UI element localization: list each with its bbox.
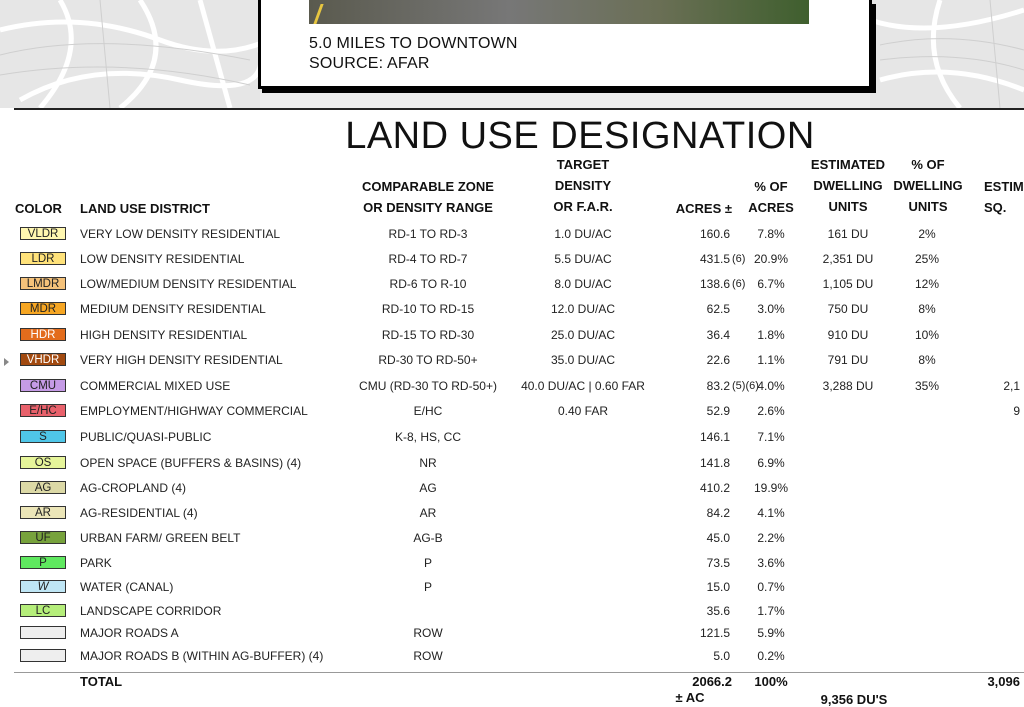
zone-cell: P <box>423 580 432 594</box>
pct-acres-cell: 20.9% <box>753 252 789 266</box>
pct-acres-cell: 0.7% <box>757 580 785 594</box>
header-du-line3: UNITS <box>828 199 868 214</box>
divider <box>14 108 1024 110</box>
district-cell: MAJOR ROADS B (WITHIN AG-BUFFER) (4) <box>80 649 324 663</box>
header-sq-line2: SQ. <box>984 200 1007 215</box>
pct-dwelling-cell: 35% <box>914 379 940 393</box>
pct-dwelling-cell: 10% <box>914 328 940 342</box>
district-cell: MEDIUM DENSITY RESIDENTIAL <box>80 302 266 316</box>
acres-cell: 121.5 <box>699 626 730 640</box>
caption-source: SOURCE: AFAR <box>309 55 430 72</box>
sq-ft-cell: 2,1 <box>1003 379 1020 393</box>
header-density-line3: OR F.A.R. <box>553 199 613 214</box>
acres-cell: 15.0 <box>706 580 730 594</box>
acres-cell: 138.6 <box>699 277 730 291</box>
header-pct-acres-line1: % OF <box>754 179 788 194</box>
color-swatch: VHDR <box>20 353 66 366</box>
pct-acres-cell: 3.0% <box>757 302 785 316</box>
pct-acres-cell: 1.7% <box>757 604 785 618</box>
density-cell: 25.0 DU/AC <box>550 328 616 342</box>
acres-cell: 35.6 <box>706 604 730 618</box>
pct-acres-cell: 3.6% <box>757 556 785 570</box>
header-pct-dwelling <box>890 154 966 217</box>
district-cell: PUBLIC/QUASI-PUBLIC <box>80 430 212 444</box>
dwelling-units-cell: 910 DU <box>827 328 869 342</box>
district-cell: OPEN SPACE (BUFFERS & BASINS) (4) <box>80 456 302 470</box>
header-zone-line1: COMPARABLE ZONE <box>362 179 494 194</box>
zone-cell: ROW <box>413 626 443 640</box>
district-cell: COMMERCIAL MIXED USE <box>80 379 231 393</box>
table-row <box>0 622 1024 644</box>
zone-cell: RD-6 TO R-10 <box>389 277 467 291</box>
total-dwelling-units: 9,356 DU'S <box>820 692 888 707</box>
header-sq <box>984 176 1024 218</box>
total-divider <box>14 672 1024 673</box>
district-cell: VERY HIGH DENSITY RESIDENTIAL <box>80 353 283 367</box>
acres-cell: 36.4 <box>706 328 730 342</box>
zone-cell: NR <box>419 456 437 470</box>
header-pct-du-line2: DWELLING <box>893 178 963 193</box>
zone-cell: RD-1 TO RD-3 <box>388 227 468 241</box>
dwelling-units-cell: 161 DU <box>827 227 869 241</box>
total-acres: 2066.2 <box>692 674 732 689</box>
pct-acres-cell: 5.9% <box>757 626 785 640</box>
pct-acres-cell: 1.1% <box>757 353 785 367</box>
district-cell: LANDSCAPE CORRIDOR <box>80 604 222 618</box>
density-cell: 5.5 DU/AC <box>554 252 612 266</box>
zone-cell: RD-30 TO RD-50+ <box>378 353 478 367</box>
table-row <box>0 375 1024 397</box>
pct-acres-cell: 4.1% <box>757 506 785 520</box>
district-cell: AG-CROPLAND (4) <box>80 481 187 495</box>
table-row <box>0 324 1024 346</box>
density-cell: 8.0 DU/AC <box>554 277 612 291</box>
map-background <box>0 0 1024 108</box>
table-row <box>0 576 1024 598</box>
district-cell: WATER (CANAL) <box>80 580 174 594</box>
total-sq: 3,096 <box>987 674 1020 689</box>
total-label: TOTAL <box>80 674 123 689</box>
header-sq-line1: ESTIM <box>984 179 1024 194</box>
pct-dwelling-cell: 8% <box>918 302 936 316</box>
acres-cell: 45.0 <box>706 531 730 545</box>
district-cell: LOW DENSITY RESIDENTIAL <box>80 252 245 266</box>
header-pct-du-line1: % OF <box>911 157 945 172</box>
dwelling-units-cell: 1,105 DU <box>822 277 874 291</box>
pct-dwelling-cell: 12% <box>914 277 940 291</box>
color-swatch: LC <box>20 604 66 617</box>
acres-cell: 410.2 <box>699 481 730 495</box>
header-density-line2: DENSITY <box>554 178 612 193</box>
density-cell: 12.0 DU/AC <box>550 302 616 316</box>
color-swatch: AR <box>20 506 66 519</box>
dwelling-units-cell: 2,351 DU <box>822 252 874 266</box>
pct-acres-cell: 6.7% <box>757 277 785 291</box>
header-acres: ACRES ± <box>675 201 732 216</box>
density-cell: 1.0 DU/AC <box>554 227 612 241</box>
caption-distance: 5.0 MILES TO DOWNTOWN <box>309 35 518 52</box>
photo-caption <box>309 34 518 74</box>
acres-cell: 5.0 <box>713 649 730 663</box>
header-du-line2: DWELLING <box>813 178 883 193</box>
acres-note-cell: (6) <box>732 278 746 290</box>
district-cell: PARK <box>80 556 112 570</box>
table-row <box>0 527 1024 549</box>
total-pct: 100% <box>754 674 788 689</box>
zone-cell: RD-15 TO RD-30 <box>381 328 475 342</box>
zone-cell: E/HC <box>413 404 443 418</box>
district-cell: LOW/MEDIUM DENSITY RESIDENTIAL <box>80 277 297 291</box>
table-row <box>0 502 1024 524</box>
pct-acres-cell: 2.2% <box>757 531 785 545</box>
header-zone <box>330 176 526 218</box>
acres-note-cell: (5)(6) <box>732 380 759 392</box>
table-row <box>0 248 1024 270</box>
acres-cell: 146.1 <box>699 430 730 444</box>
color-swatch: S <box>20 430 66 443</box>
acres-cell: 160.6 <box>699 227 730 241</box>
district-cell: VERY LOW DENSITY RESIDENTIAL <box>80 227 281 241</box>
color-swatch <box>20 649 66 662</box>
color-swatch: E/HC <box>20 404 66 417</box>
acres-cell: 141.8 <box>699 456 730 470</box>
zone-cell: P <box>423 556 432 570</box>
pct-acres-cell: 7.8% <box>757 227 785 241</box>
color-swatch: OS <box>20 456 66 469</box>
district-cell: AG-RESIDENTIAL (4) <box>80 506 198 520</box>
header-zone-line2: OR DENSITY RANGE <box>363 200 493 215</box>
color-swatch: UF <box>20 531 66 544</box>
header-color: COLOR <box>15 201 62 216</box>
zone-cell: K-8, HS, CC <box>394 430 461 444</box>
sq-ft-cell: 9 <box>1013 404 1020 418</box>
table-row <box>0 223 1024 245</box>
pct-acres-cell: 0.2% <box>757 649 785 663</box>
pct-acres-cell: 2.6% <box>757 404 785 418</box>
pct-acres-cell: 1.8% <box>757 328 785 342</box>
color-swatch: CMU <box>20 379 66 392</box>
dwelling-units-cell: 791 DU <box>827 353 869 367</box>
header-pct-acres-line2: ACRES <box>748 200 794 215</box>
pct-acres-cell: 7.1% <box>757 430 785 444</box>
color-swatch: AG <box>20 481 66 494</box>
dwelling-units-cell: 3,288 DU <box>822 379 874 393</box>
color-swatch: W <box>20 580 66 593</box>
pct-dwelling-cell: 8% <box>918 353 936 367</box>
color-swatch <box>20 626 66 639</box>
road-photo <box>309 0 809 24</box>
color-swatch: P <box>20 556 66 569</box>
zone-cell: RD-4 TO RD-7 <box>388 252 468 266</box>
table-row <box>0 645 1024 667</box>
zone-cell: AR <box>419 506 437 520</box>
color-swatch: LMDR <box>20 277 66 290</box>
table-row <box>0 452 1024 474</box>
header-dwelling-units <box>806 154 890 217</box>
table-row <box>0 426 1024 448</box>
acres-cell: 73.5 <box>706 556 730 570</box>
acres-cell: 52.9 <box>706 404 730 418</box>
acres-note-cell: (6) <box>732 253 746 265</box>
photo-card <box>258 0 872 89</box>
zone-cell: CMU (RD-30 TO RD-50+) <box>359 379 497 393</box>
table-row <box>0 400 1024 422</box>
pct-acres-cell: 4.0% <box>757 379 785 393</box>
table-row <box>0 298 1024 320</box>
density-cell: 0.40 FAR <box>557 404 609 418</box>
zone-cell: AG <box>419 481 437 495</box>
header-du-line1: ESTIMATED <box>810 157 886 172</box>
pct-dwelling-cell: 25% <box>914 252 940 266</box>
density-cell: 35.0 DU/AC <box>550 353 616 367</box>
zone-cell: AG-B <box>413 531 443 545</box>
acres-cell: 84.2 <box>706 506 730 520</box>
pct-acres-cell: 19.9% <box>753 481 789 495</box>
table-row <box>0 273 1024 295</box>
table-row <box>0 600 1024 622</box>
zone-cell: ROW <box>413 649 443 663</box>
header-density-line1: TARGET <box>556 157 610 172</box>
page-title: LAND USE DESIGNATION <box>345 115 815 157</box>
pct-dwelling-cell: 2% <box>918 227 936 241</box>
dwelling-units-cell: 750 DU <box>827 302 869 316</box>
color-swatch: VLDR <box>20 227 66 240</box>
district-cell: MAJOR ROADS A <box>80 626 179 640</box>
color-swatch: LDR <box>20 252 66 265</box>
district-cell: HIGH DENSITY RESIDENTIAL <box>80 328 248 342</box>
header-density <box>508 154 658 217</box>
table-row <box>0 349 1024 371</box>
header-district: LAND USE DISTRICT <box>80 201 210 216</box>
table-row <box>0 477 1024 499</box>
zone-cell: RD-10 TO RD-15 <box>381 302 475 316</box>
color-swatch: MDR <box>20 302 66 315</box>
acres-cell: 83.2 <box>706 379 730 393</box>
district-cell: EMPLOYMENT/HIGHWAY COMMERCIAL <box>80 404 308 418</box>
acres-cell: 431.5 <box>699 252 730 266</box>
header-pct-acres <box>742 176 800 218</box>
color-swatch: HDR <box>20 328 66 341</box>
pct-acres-cell: 6.9% <box>757 456 785 470</box>
header-pct-du-line3: UNITS <box>908 199 948 214</box>
acres-cell: 62.5 <box>706 302 730 316</box>
total-acres-unit: ± AC <box>675 690 705 705</box>
acres-cell: 22.6 <box>706 353 730 367</box>
district-cell: URBAN FARM/ GREEN BELT <box>80 531 241 545</box>
density-cell: 40.0 DU/AC | 0.60 FAR <box>521 379 645 393</box>
table-row <box>0 552 1024 574</box>
